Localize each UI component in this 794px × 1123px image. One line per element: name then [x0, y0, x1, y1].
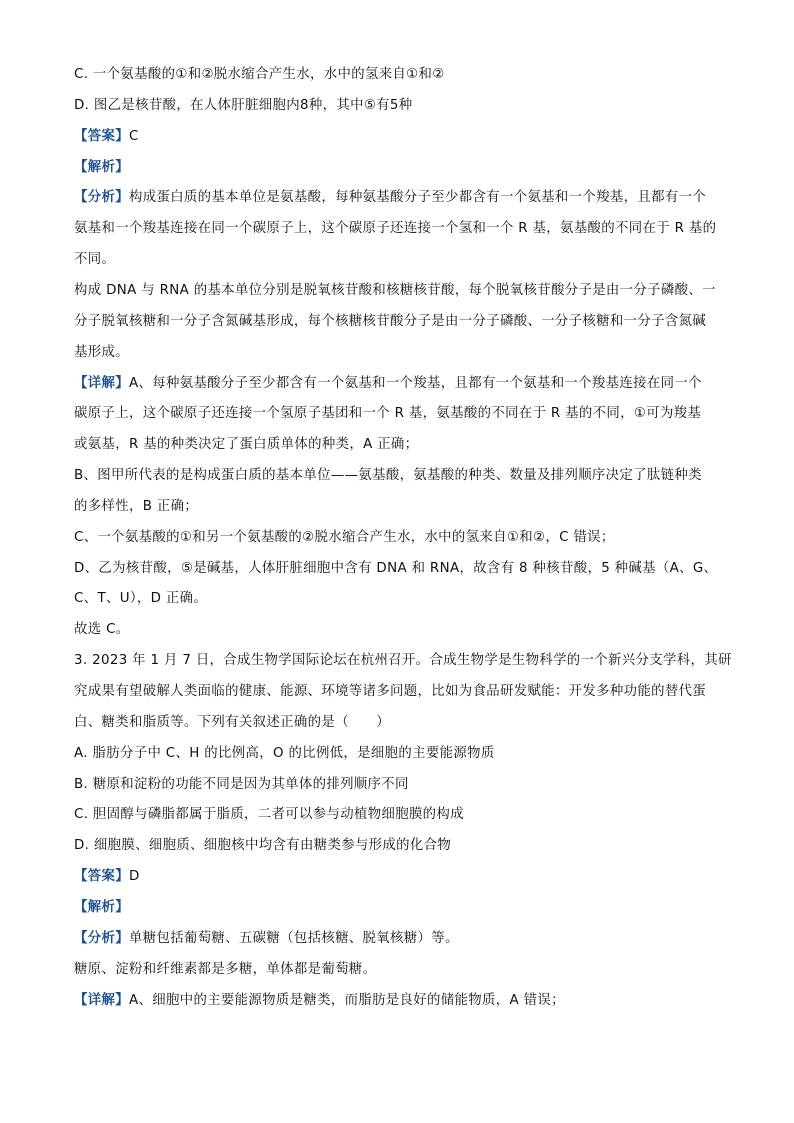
- text-line: [74, 97, 413, 115]
- text-line: [74, 992, 565, 1010]
- section-tag: 【分析】: [74, 190, 129, 205]
- section-tag: 【解析】: [74, 900, 129, 915]
- text-line: [74, 220, 716, 238]
- line-text: C、T、U），D 正确。: [74, 591, 208, 606]
- line-text: 故选 C。: [74, 622, 130, 637]
- text-line: [74, 776, 409, 794]
- line-text: B、图甲所代表的是构成蛋白质的基本单位——氨基酸，氨基酸的种类、数量及排列顺序决定了肽链种类: [74, 468, 702, 483]
- line-text: 白、糖类和脂质等。下列有关叙述正确的是（ ）: [74, 715, 391, 730]
- text-line: [74, 375, 702, 393]
- text-line: [74, 899, 129, 917]
- text-line: [74, 344, 129, 362]
- line-text: 基形成。: [74, 345, 129, 360]
- section-tag: 【解析】: [74, 160, 129, 175]
- line-text: A. 脂肪分子中 C、H 的比例高，O 的比例低，是细胞的主要能源物质: [74, 746, 495, 761]
- line-text: D. 图乙是核苷酸，在人体肝脏细胞内8种，其中⑤有5种: [74, 98, 413, 113]
- line-text: B. 糖原和淀粉的功能不同是因为其单体的排列顺序不同: [74, 777, 409, 792]
- line-text: D、乙为核苷酸，⑤是碱基，人体肝脏细胞中含有 DNA 和 RNA，故含有 8 种核苷酸，5 种碱基（A、G、: [74, 561, 718, 576]
- text-line: [74, 868, 140, 886]
- text-line: [74, 714, 390, 732]
- line-text: 3. 2023 年 1 月 7 日，合成生物学国际论坛在杭州召开。合成生物学是生物科学的一个新兴分支学科，其研: [74, 653, 732, 668]
- line-text: C: [128, 129, 139, 144]
- line-text: 氨基和一个羧基连接在同一个碳原子上，这个碳原子还连接一个氢和一个 R 基，氨基酸的不同在于 R 基的: [74, 221, 717, 236]
- line-text: D: [128, 869, 140, 884]
- text-line: [74, 745, 495, 763]
- section-tag: 【详解】: [74, 376, 129, 391]
- text-line: [74, 961, 376, 979]
- text-line: [74, 930, 459, 948]
- line-text: D. 细胞膜、细胞质、细胞核中均含有由糖类参与形成的化合物: [74, 838, 452, 853]
- line-text: 的多样性，B 正确；: [74, 499, 199, 514]
- text-line: [74, 436, 418, 454]
- text-line: [74, 128, 139, 146]
- line-text: 单糖包括葡萄糖、五碳糖（包括核糖、脱氧核糖）等。: [128, 931, 459, 946]
- section-tag: 【答案】: [74, 129, 129, 144]
- text-line: [74, 806, 464, 824]
- text-line: [74, 66, 445, 84]
- line-text: A、每种氨基酸分子至少都含有一个氨基和一个羧基，且都有一个氨基和一个羧基连接在同一个: [128, 376, 702, 391]
- line-text: 或氨基，R 基的种类决定了蛋白质单体的种类，A 正确；: [74, 437, 419, 452]
- line-text: 糖原、淀粉和纤维素都是多糖，单体都是葡萄糖。: [74, 962, 377, 977]
- line-text: C. 一个氨基酸的①和②脱水缩合产生水，水中的氢来自①和②: [74, 67, 445, 82]
- text-line: [74, 498, 198, 516]
- text-line: [74, 837, 451, 855]
- line-text: C. 胆固醇与磷脂都属于脂质，二者可以参与动植物细胞膜的构成: [74, 807, 464, 822]
- text-line: [74, 282, 716, 300]
- section-tag: 【详解】: [74, 993, 129, 1008]
- line-text: 不同。: [74, 252, 116, 267]
- text-line: [74, 683, 706, 701]
- line-text: A、细胞中的主要能源物质是糖类，而脂肪是良好的储能物质，A 错误；: [128, 993, 565, 1008]
- text-line: [74, 560, 717, 578]
- text-line: [74, 313, 706, 331]
- text-line: [74, 529, 615, 547]
- text-line: [74, 251, 115, 269]
- text-line: [74, 621, 130, 639]
- text-line: [74, 467, 702, 485]
- text-line: [74, 652, 732, 670]
- section-tag: 【分析】: [74, 931, 129, 946]
- text-line: [74, 405, 701, 423]
- line-text: 究成果有望破解人类面临的健康、能源、环境等诸多问题，比如为食品研发赋能：开发多种功能的替代蛋: [74, 684, 707, 699]
- text-line: [74, 159, 129, 177]
- line-text: 碳原子上，这个碳原子还连接一个氢原子基团和一个 R 基，氨基酸的不同在于 R 基的不同，①可为羧基: [74, 406, 702, 421]
- line-text: 构成蛋白质的基本单位是氨基酸，每种氨基酸分子至少都含有一个氨基和一个羧基，且都有一个: [128, 190, 707, 205]
- text-line: [74, 189, 706, 207]
- section-tag: 【答案】: [74, 869, 129, 884]
- text-line: [74, 590, 207, 608]
- line-text: 分子脱氧核糖和一分子含氮碱基形成，每个核糖核苷酸分子是由一分子磷酸、一分子核糖和一分子含氮碱: [74, 314, 707, 329]
- line-text: C、一个氨基酸的①和另一个氨基酸的②脱水缩合产生水，水中的氢来自①和②，C 错误；: [74, 530, 615, 545]
- line-text: 构成 DNA 与 RNA 的基本单位分别是脱氧核苷酸和核糖核苷酸，每个脱氧核苷酸分子是由一分子磷酸、一: [74, 283, 716, 298]
